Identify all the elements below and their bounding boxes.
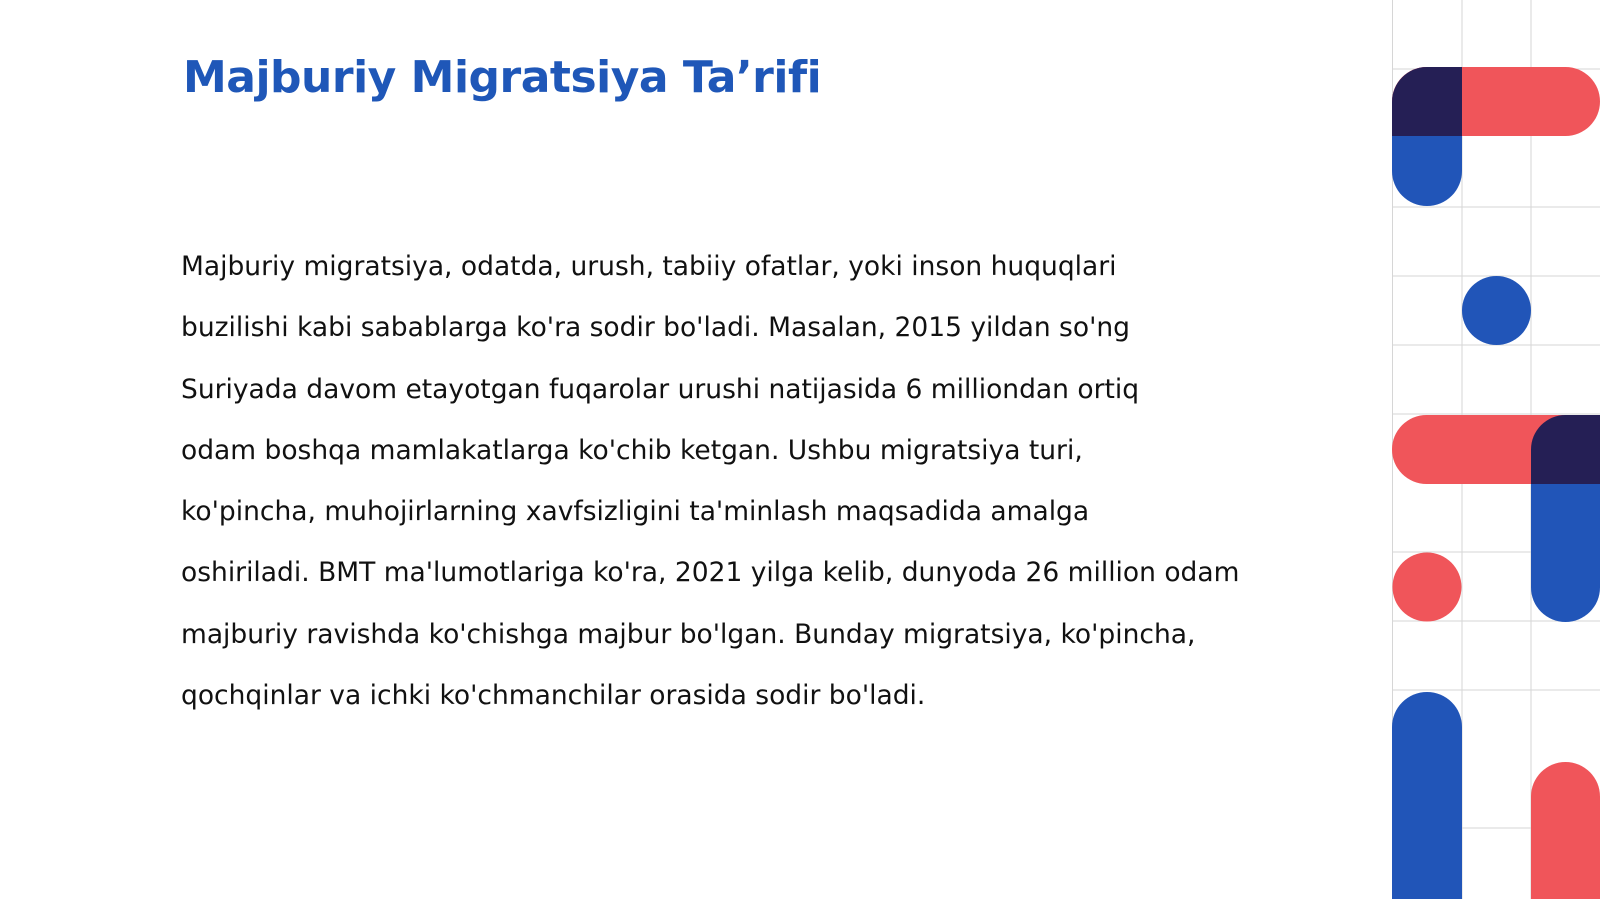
red-bottom-pill	[1531, 762, 1600, 899]
body-line: qochqinlar va ichki ko'chmanchilar orasida sodir bo'ladi.	[181, 680, 926, 712]
slide-title: Majburiy Migratsiya Ta’rifi	[183, 52, 822, 103]
red-circle	[1393, 553, 1462, 622]
geometric-pattern-decoration	[1392, 0, 1600, 899]
body-line: Majburiy migratsiya, odatda, urush, tabiiy ofatlar, yoki inson huquqlari	[181, 251, 1117, 282]
body-line: buzilishi kabi sabablarga ko'ra sodir bo'ladi. Masalan, 2015 yildan so'ng	[181, 312, 1130, 344]
body-line: Suriyada davom etayotgan fuqarolar urushi natijasida 6 milliondan ortiq	[181, 373, 1140, 405]
blue-circle	[1462, 276, 1531, 345]
slide-body	[181, 236, 1311, 726]
blue-bottom-pill	[1392, 692, 1462, 899]
body-line: odam boshqa mamlakatlarga ko'chib ketgan. Ushbu migratsiya turi,	[181, 434, 1083, 466]
navy-overlap-shape-middle	[1531, 415, 1600, 484]
body-line: majburiy ravishda ko'chishga majbur bo'lgan. Bunday migratsiya, ko'pincha,	[181, 618, 1196, 650]
navy-overlap-shape	[1392, 67, 1462, 136]
body-line: ko'pincha, muhojirlarning xavfsizligini ta'minlash maqsadida amalga	[181, 496, 1090, 528]
body-line: oshiriladi. BMT ma'lumotlariga ko'ra, 2021 yilga kelib, dunyoda 26 million odam	[181, 557, 1240, 589]
